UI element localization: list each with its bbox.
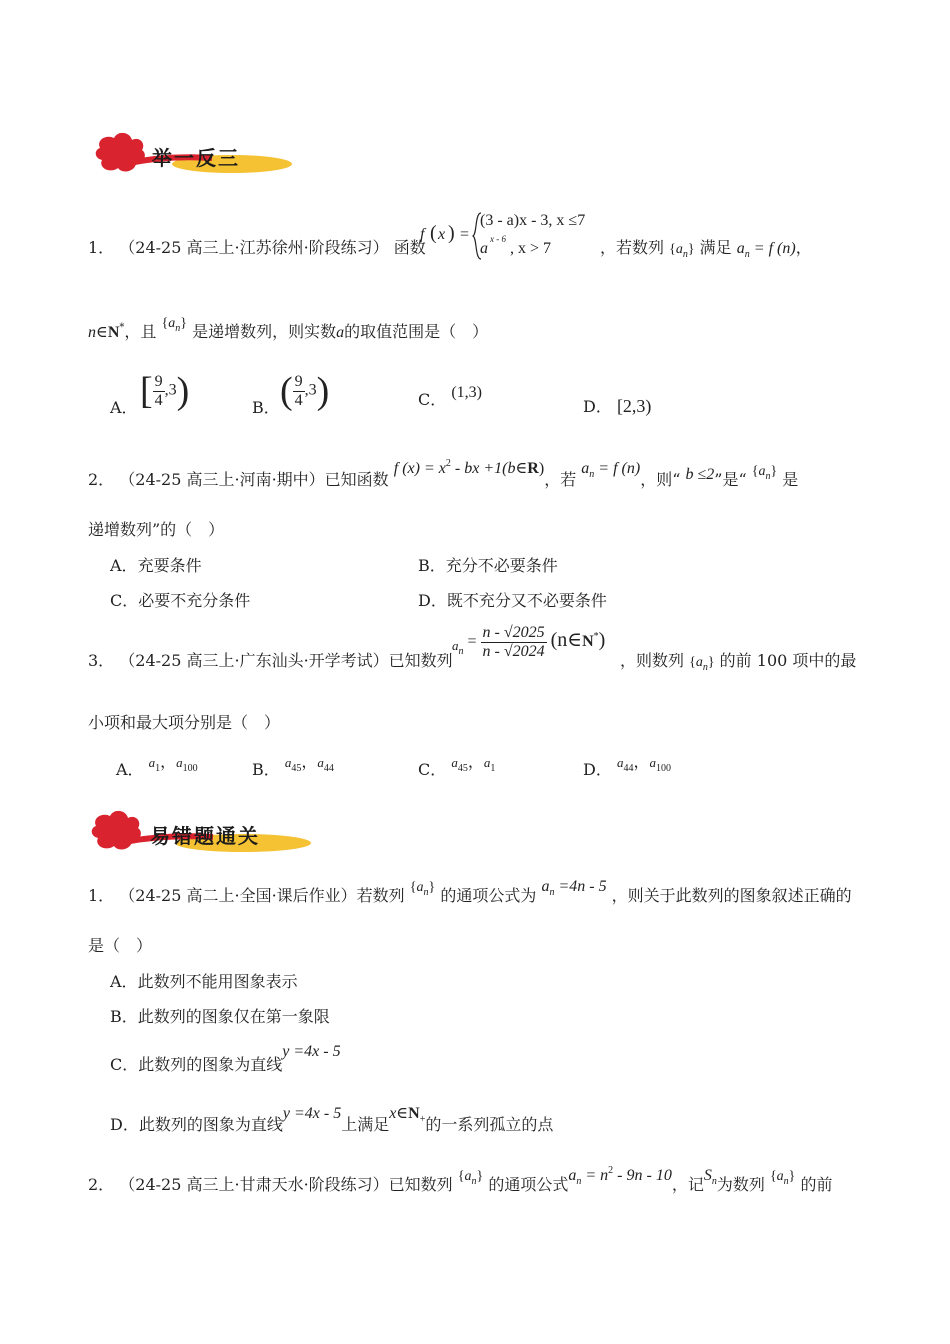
function-fx: f $(x) = x^2$ - bx +1(b∈R) bbox=[393, 458, 545, 477]
question-3-line-1 bbox=[88, 651, 453, 671]
line-equation: y =4x - 5 bbox=[282, 1043, 341, 1060]
option-label: A． bbox=[110, 972, 138, 991]
question-number: 1． bbox=[88, 238, 115, 257]
question-1-line-2 bbox=[88, 316, 489, 345]
piece-2-exp: x - 6 bbox=[490, 234, 506, 244]
question-source: （24-25 高三上·广东汕头·开学考试） bbox=[119, 651, 389, 670]
question-text: ，且 bbox=[124, 322, 157, 341]
option-text: 充要条件 bbox=[137, 556, 202, 575]
question-text: ，记 bbox=[671, 1175, 704, 1194]
option-text: 既不充分又不必要条件 bbox=[446, 591, 607, 610]
sequence-formula: $_{an}$ = $\frac{n - √2025}{n - √2024}$ (n∈N*) bbox=[452, 624, 606, 660]
option-text: 此数列不能用图象表示 bbox=[137, 972, 298, 991]
question-text: 是递增数列，则实数 bbox=[192, 322, 337, 341]
variable-a: a bbox=[336, 324, 345, 341]
question-2-line-1 bbox=[88, 1165, 833, 1198]
question-text: ，则“ bbox=[640, 470, 681, 489]
option-text: 此数列的图象为直线 bbox=[138, 1055, 283, 1074]
question-3-line-1-tail bbox=[620, 651, 856, 674]
option-label: B． bbox=[252, 398, 280, 417]
sequence-an: $\{a_n\}$ bbox=[769, 1169, 796, 1187]
an-equals-fn: $a_n = f$ (n) bbox=[581, 460, 641, 480]
sequence-an: $\{a_n\}$ bbox=[751, 464, 778, 482]
option-d[interactable] bbox=[110, 1105, 554, 1138]
option-label: C． bbox=[110, 1055, 139, 1074]
question-number: 2． bbox=[88, 470, 115, 489]
option-a[interactable] bbox=[110, 556, 202, 576]
question-text: 的前 100 项中的最 bbox=[719, 651, 857, 670]
option-c[interactable] bbox=[110, 1043, 341, 1076]
option-text: 的一系列孤立的点 bbox=[425, 1115, 554, 1134]
question-text: 函数 bbox=[393, 238, 426, 257]
option-c[interactable] bbox=[110, 591, 250, 611]
question-1-line-1-tail bbox=[600, 238, 812, 261]
question-text: 为数列 bbox=[716, 1175, 765, 1194]
sequence-an: $\{a_n\}$ bbox=[161, 316, 187, 334]
option-text: 充分不必要条件 bbox=[445, 556, 558, 575]
section-title: 举一反三 bbox=[152, 146, 240, 170]
question-text: 已知数列 bbox=[388, 1175, 453, 1194]
option-d[interactable] bbox=[583, 754, 671, 783]
option-label: C． bbox=[110, 591, 139, 610]
x-in-N: $x\in N_+$ bbox=[389, 1105, 426, 1125]
question-number: 1． bbox=[88, 886, 115, 905]
question-text: 若数列 bbox=[356, 886, 405, 905]
option-label: A． bbox=[110, 398, 138, 417]
option-label: A． bbox=[116, 760, 144, 779]
line-equation: y =4x - 5 bbox=[282, 1105, 342, 1122]
question-text: ，若 bbox=[544, 470, 577, 489]
section-title: 易错题通关 bbox=[150, 824, 260, 848]
general-term: $a_n = n^2 - 9n - 10$ bbox=[568, 1165, 672, 1187]
option-b[interactable] bbox=[418, 556, 558, 576]
option-text: 此数列的图象为直线 bbox=[138, 1115, 283, 1134]
option-value: $a_{45}$，$a_1$ bbox=[451, 754, 496, 774]
n-in: n∈ bbox=[88, 324, 108, 341]
piece-1: (3 - a)x - 3, x ≤7 bbox=[480, 212, 586, 229]
option-c[interactable] bbox=[418, 754, 496, 783]
piece-2-rest: , x > 7 bbox=[510, 240, 552, 257]
question-source: （24-25 高三上·江苏徐州·阶段练习） bbox=[119, 238, 389, 257]
question-number: 2． bbox=[88, 1175, 115, 1194]
sequence-an: $\{a_n\}$ bbox=[457, 1169, 484, 1187]
question-text: ， bbox=[795, 238, 812, 257]
option-text: 上满足 bbox=[341, 1115, 390, 1134]
option-label: D． bbox=[583, 397, 612, 416]
question-text: 是 bbox=[782, 470, 799, 489]
an-equals-fn: $a_n = f$ (n) bbox=[736, 240, 796, 260]
option-label: D． bbox=[418, 591, 447, 610]
option-label: B． bbox=[110, 1007, 138, 1026]
option-d[interactable] bbox=[418, 591, 607, 611]
question-text: 的通项公式 bbox=[488, 1175, 569, 1194]
section-header-1 bbox=[92, 128, 302, 180]
question-source: （24-25 高三上·甘肃天水·阶段练习） bbox=[119, 1175, 389, 1194]
option-label: A． bbox=[110, 556, 138, 575]
question-text: 的前 bbox=[800, 1175, 833, 1194]
question-number: 3． bbox=[88, 651, 115, 670]
question-2-line-2: 递增数列”的（ ） bbox=[88, 520, 225, 539]
option-label: B． bbox=[252, 760, 280, 779]
option-a[interactable] bbox=[110, 972, 298, 992]
question-2-line-1 bbox=[88, 458, 799, 493]
option-label: C． bbox=[418, 390, 447, 409]
section-header-2 bbox=[88, 806, 318, 858]
question-1-line-2: 是（ ） bbox=[88, 936, 153, 955]
question-1-line-1 bbox=[88, 878, 852, 909]
question-source: （24-25 高二上·全国·课后作业） bbox=[119, 886, 357, 905]
b-condition: b ≤2 bbox=[685, 466, 715, 483]
question-text: 的通项公式为 bbox=[440, 886, 537, 905]
option-c[interactable] bbox=[418, 384, 482, 411]
option-value: $a_1$，$a_{100}$ bbox=[148, 754, 198, 774]
question-3-line-2: 小项和最大项分别是（ ） bbox=[88, 713, 281, 732]
option-label: D． bbox=[110, 1115, 139, 1134]
star: * bbox=[119, 322, 125, 333]
sequence-an: $\{a_n\}$ bbox=[409, 880, 436, 898]
option-d[interactable] bbox=[583, 396, 651, 417]
option-value: ( $\frac{9}{4}$ ,3) bbox=[280, 370, 330, 412]
option-value: (1,3) bbox=[451, 384, 482, 401]
general-term: $a_n =4n - 5$ bbox=[541, 878, 607, 898]
question-text: ，若数列 bbox=[600, 238, 665, 257]
question-text: 的取值范围是（ ） bbox=[344, 322, 489, 341]
option-text: 此数列的图象仅在第一象限 bbox=[137, 1007, 330, 1026]
question-source: （24-25 高三上·河南·期中） bbox=[119, 470, 325, 489]
piece-2-base: a bbox=[480, 240, 488, 257]
option-label: C． bbox=[418, 760, 447, 779]
question-text: ，则数列 bbox=[620, 651, 685, 670]
question-text: ，则关于此数列的图象叙述正确的 bbox=[611, 886, 852, 905]
option-label: D． bbox=[583, 760, 612, 779]
sequence-an: $\{a_n\}$ bbox=[689, 655, 715, 673]
question-text: 已知数列 bbox=[388, 651, 453, 670]
set-N: N bbox=[107, 324, 120, 341]
question-text: 满足 bbox=[699, 238, 732, 257]
sequence-an: $\{a_n\}$ bbox=[669, 242, 695, 260]
option-a[interactable] bbox=[116, 754, 198, 783]
option-label: B． bbox=[418, 556, 446, 575]
option-value: [2,3) bbox=[616, 396, 652, 416]
option-value: $a_{45}$，$a_{44}$ bbox=[284, 754, 334, 774]
option-text: 必要不充分条件 bbox=[138, 591, 251, 610]
option-b[interactable] bbox=[252, 754, 334, 783]
option-value: $a_{44}$，$a_{100}$ bbox=[616, 754, 671, 774]
option-value: [ $\frac{9}{4}$ ,3) bbox=[140, 370, 190, 412]
sum-Sn: $S_n$ bbox=[703, 1167, 717, 1187]
question-text: ”是“ bbox=[714, 470, 747, 489]
question-1-line-1 bbox=[88, 238, 426, 258]
option-b[interactable] bbox=[110, 1007, 330, 1027]
question-text: 已知函数 bbox=[324, 470, 389, 489]
